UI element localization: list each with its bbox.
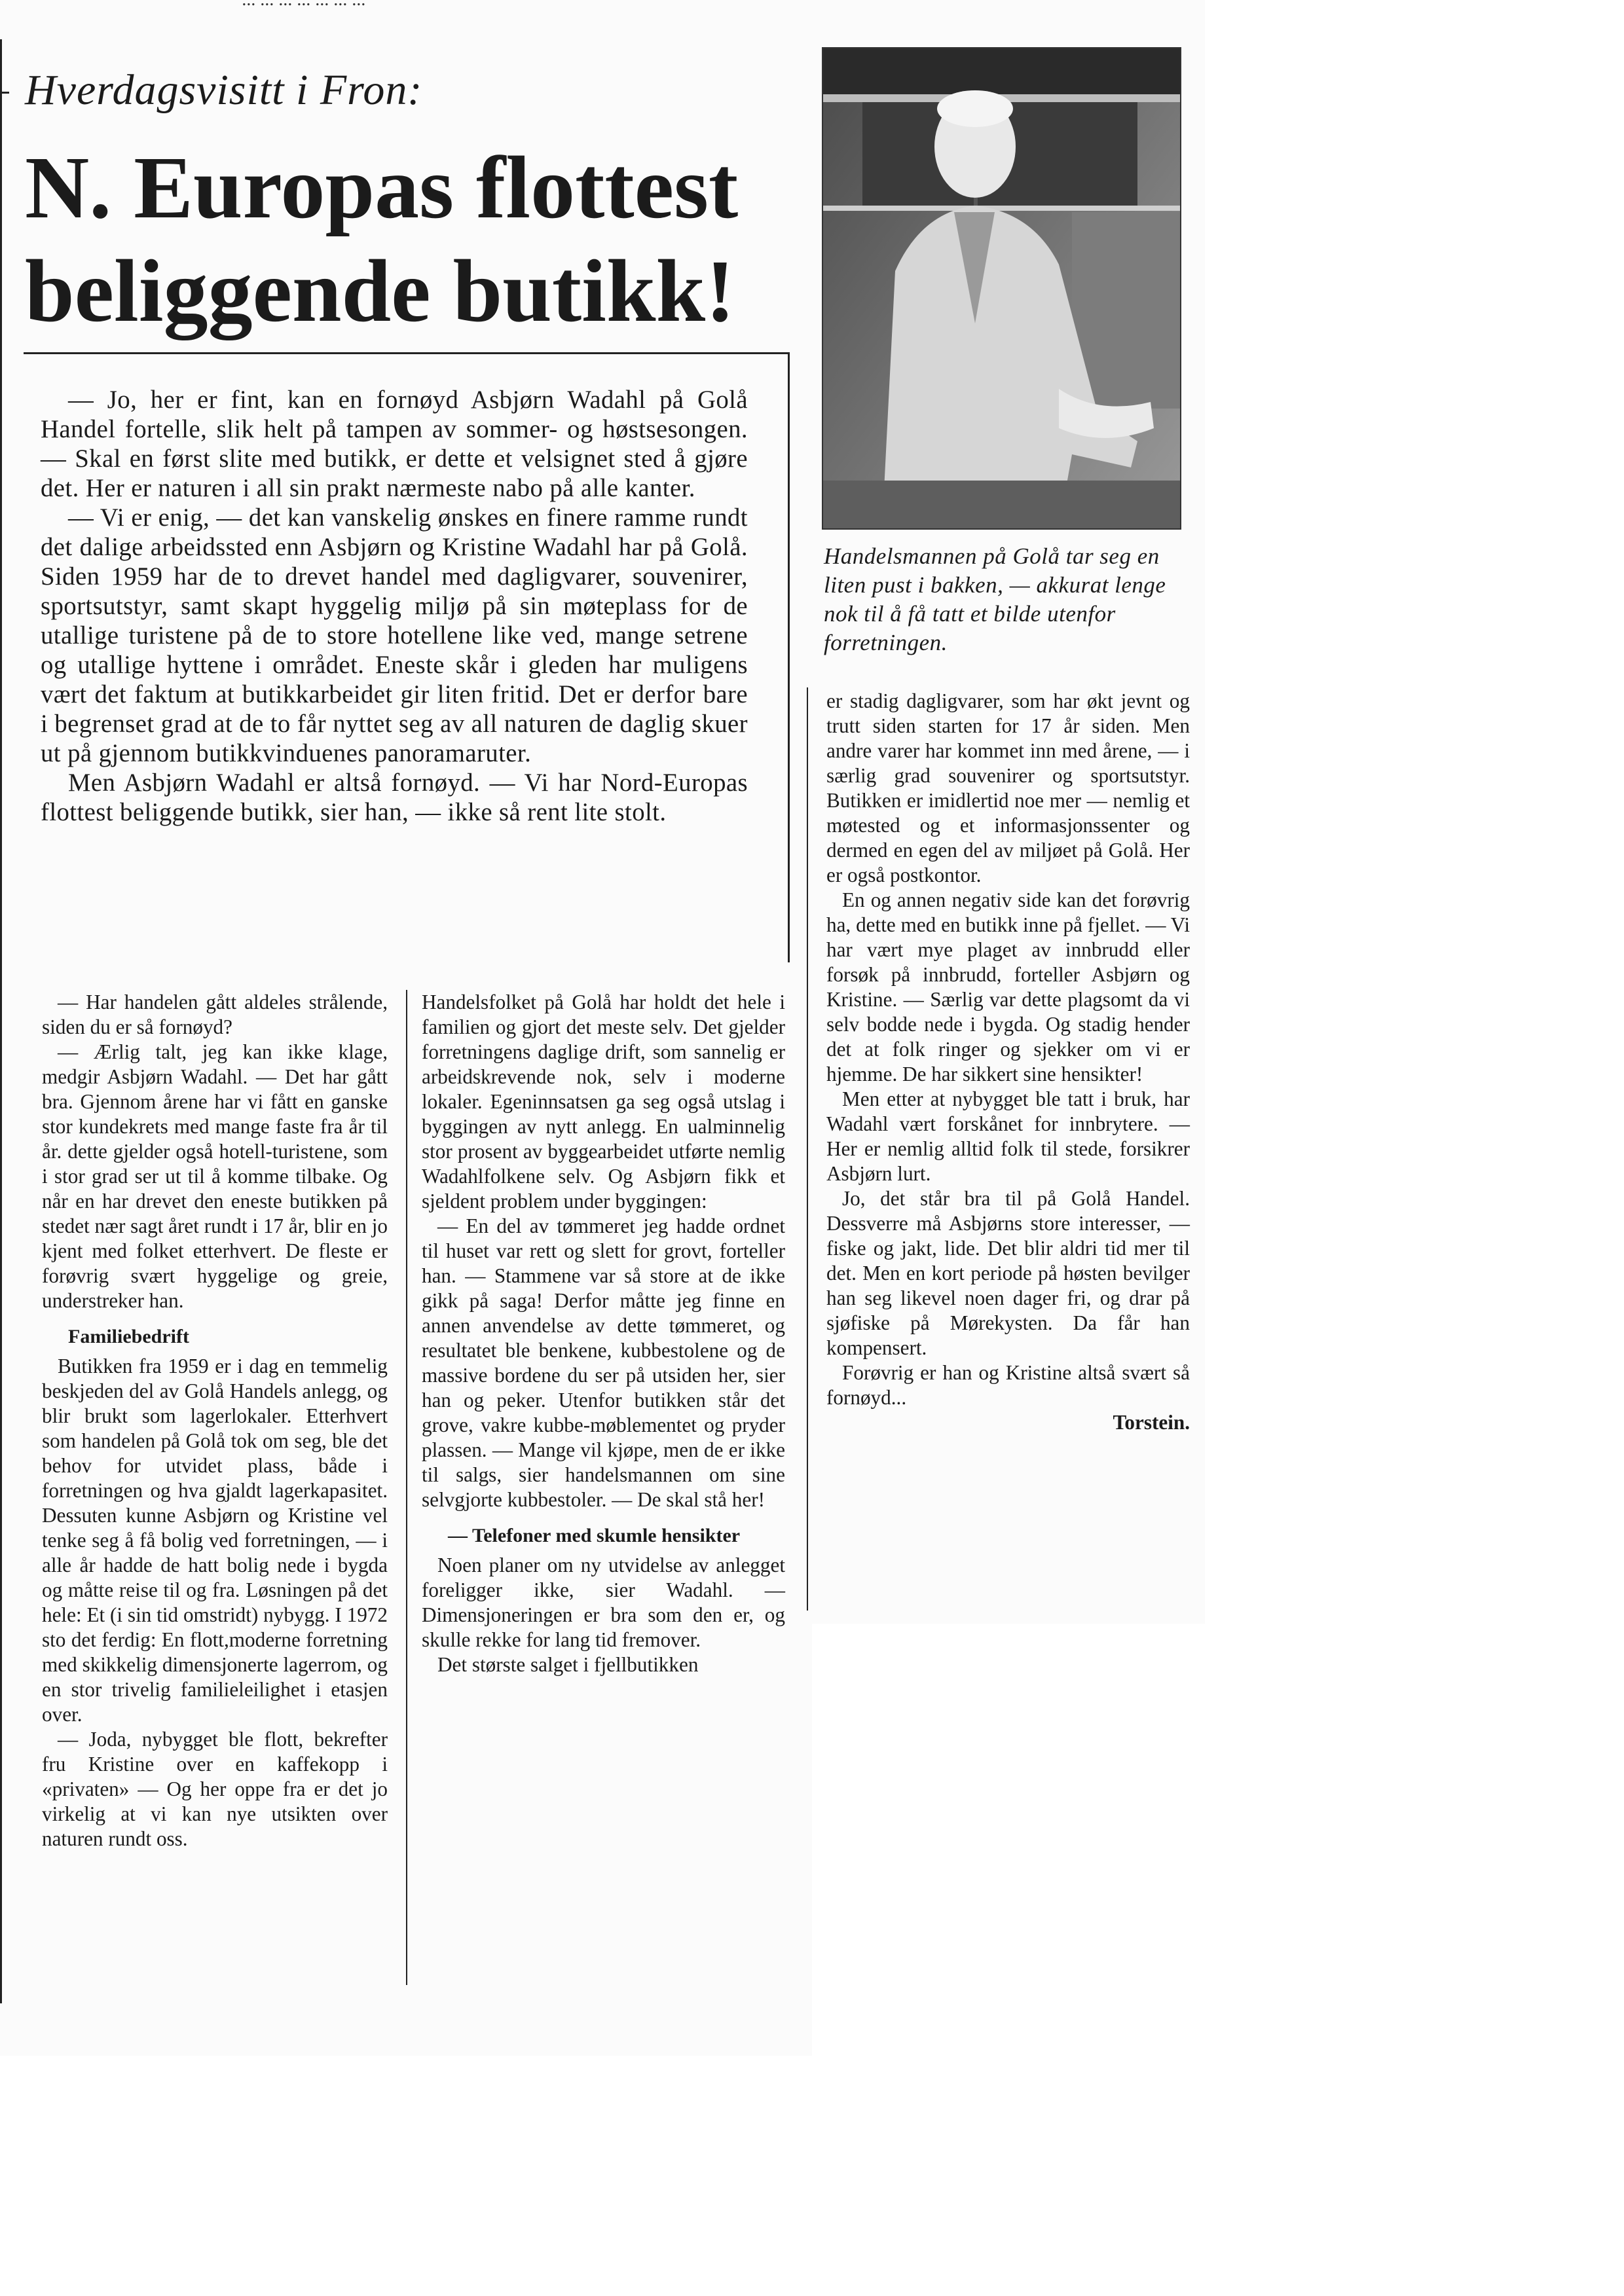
column-paragraph: Det største salget i fjellbutikken bbox=[437, 1653, 699, 1676]
clipping-left-edge bbox=[0, 39, 2, 2003]
headline-line-1: N. Europas flottest bbox=[25, 139, 739, 237]
column-rule bbox=[807, 687, 808, 1611]
column-rule bbox=[406, 990, 407, 1985]
photo-caption bbox=[824, 542, 1204, 657]
column-paragraph: En og annen negativ side kan det forøvrig ha, dette med en butikk inne på fjellet. — Vi har vært mye plaget av innbrudd eller forsøk på innbrudd, forteller Asbjørn og Kristine. — Særlig var dette plagsomt da vi selv bodde nede i bygda. Og stadig hender det at folk ringer og sjekker om vi er hjemme. De har sikkert sine hensikter! bbox=[826, 888, 1190, 1085]
ingress-paragraph: — Jo, her er fint, kan en fornøyd Asbjørn Wadahl på Golå Handel fortelle, slik helt på tampen av sommer- og høstsesongen. — Skal en først slite med butikk, er dette et velsignet sted å gjøre det. Her er naturen i all sin prakt nærmeste nabo på alle kanter. bbox=[41, 386, 748, 502]
header-scrap bbox=[242, 0, 963, 10]
subheading: Familiebedrift bbox=[68, 1326, 189, 1347]
column-paragraph: er stadig dagligvarer, som har økt jevnt og trutt siden starten for 17 år siden. Men andre varer har kommet inn med årene, — i særlig grad souvenirer og sportsutstyr. Butikken er imidlertid noe mer — nemlig et møtested og et informasjonssenter og dermed en egen del av miljøet på Golå. Her er også postkontor. bbox=[826, 689, 1190, 886]
kicker: Hverdagsvisitt i Fron: bbox=[25, 66, 423, 114]
column-paragraph: Butikken fra 1959 er i dag en temmelig beskjeden del av Golå Handels anlegg, og blir brukt som lagerlokaler. Etterhvert som handelen på Golå tok om seg, ble det behov for utvidet plass, både i forretningen og hva gjaldt lagerkapasitet. Dessuten kunne Asbjørn og Kristine vel tenke seg å få bolig ved forretningen, — i alle år hadde de hatt bolig nede i bygda og måtte reise til og fra. Løsningen på det hele: Et (i sin tid omstridt) nybygg. I 1972 sto det ferdig: En flott,moderne forretning med skikkelig dimensjonerte lagerrom, og en stor trivelig familieleilighet i etasjen over. bbox=[42, 1355, 388, 1726]
column-paragraph: — Har handelen gått aldeles strålende, siden du er så fornøyd? bbox=[42, 991, 388, 1038]
photo-illustration bbox=[823, 48, 1180, 528]
ingress-paragraph: Men Asbjørn Wadahl er altså fornøyd. — Vi har Nord-Europas flottest beliggende butikk, sier han, — ikke så rent lite stolt. bbox=[41, 769, 748, 826]
column-1 bbox=[42, 990, 388, 1851]
ingress-paragraph: — Vi er enig, — det kan vanskelig ønskes en finere ramme rundt det dalige arbeidssted enn Asbjørn og Kristine Wadahl har på Golå. Siden 1959 har de to drevet handel med dagligvarer, souvenirer, sportsutstyr, samt skapt hyggelig miljø på sin møteplass for de utallige turistene på de to store hotellene like ved, mange setrene og utallige hyttene i området. Eneste skår i gleden har muligens vært det faktum at butikkarbeidet gir liten fritid. Det er derfor bare i begrenset grad at de to får nyttet seg av all naturen de daglig skuer ut på gjennom butikkvinduenes panoramaruter. bbox=[41, 503, 748, 767]
subheading: — Telefoner med skumle hensikter bbox=[448, 1525, 741, 1546]
portrait-photo bbox=[822, 47, 1181, 530]
headline bbox=[25, 136, 804, 343]
caption-text: Handelsmannen på Golå tar seg en liten pust i bakken, — akkurat lenge nok til å få tatt et bilde utenfor forretningen. bbox=[824, 543, 1166, 655]
column-3 bbox=[826, 689, 1190, 1435]
column-paragraph: — Joda, nybygget ble flott, bekrefter fru Kristine over en kaffekopp i «privaten» — Og her oppe fra er det jo virkelig at vi kan nye utsikten over naturen rundt oss. bbox=[42, 1728, 388, 1850]
column-paragraph: Handelsfolket på Golå har holdt det hele i familien og gjort det meste selv. Det gjelder forretningens daglige drift, som sannelig er arbeidskrevende nok, selv i moderne lokaler. Egeninnsatsen ga seg også utslag i byggingen av nytt anlegg. En ualminnelig stor prosent av byggearbeidet utførte nemlig Wadahlfolkene selv. Og Asbjørn fikk et sjeldent problem under byggingen: bbox=[422, 991, 785, 1212]
column-paragraph: Men etter at nybygget ble tatt i bruk, har Wadahl vært forskånet for innbrytere. — Her er nemlig alltid folk til stede, forsikrer Asbjørn lurt. bbox=[826, 1087, 1190, 1185]
column-paragraph: — Ærlig talt, jeg kan ikke klage, medgir Asbjørn Wadahl. — Det har gått bra. Gjennom årene har vi fått en ganske stor kundekrets med mange faste fra år til år. dette gjelder også hotell-turistene, som i stor grad ser ut til å komme tilbake. Og når en har drevet den eneste butikken på stedet nær sagt året rundt i 17 år, blir en jo kjent med folket etterhvert. De fleste er forøvrig svært hyggelige og greie, understreker han. bbox=[42, 1040, 388, 1312]
headline-line-2: beliggende butikk! bbox=[25, 242, 735, 340]
byline-signature: Torstein. bbox=[1113, 1411, 1190, 1434]
column-paragraph: Forøvrig er han og Kristine altså svært så fornøyd... bbox=[826, 1361, 1190, 1409]
column-2 bbox=[422, 990, 785, 1677]
column-paragraph: Noen planer om ny utvidelse av anlegget foreligger ikke, sier Wadahl. — Dimensjoneringen er bra som den er, og skulle rekke for lang tid fremover. bbox=[422, 1554, 785, 1651]
column-paragraph: — En del av tømmeret jeg hadde ordnet til huset var rett og slett for grovt, forteller han. — Stammene var så store at de ikke gikk på saga! Derfor måtte jeg finne en annen anvendelse av dette tømmeret, og resultatet ble benkene, kubbestolene og de massive bordene du ser på utsiden her, sier han og peker. Utenfor butikken står det grove, vakre kubbe-møblementet og pryder plassen. — Mange vil kjøpe, men de er ikke til salgs, sier handelsmannen om sine selvgjorte kubbestoler. — De skal stå her! bbox=[422, 1214, 785, 1511]
column-paragraph: Jo, det står bra til på Golå Handel. Dessverre må Asbjørns store interesser, — fiske og jakt, lide. Det blir aldri tid mer til det. Men en kort periode på høsten bevilger han seg likevel noen dager fri, og drar på sjøfiske på Mørekysten. Da får han kompensert. bbox=[826, 1187, 1190, 1359]
ingress bbox=[41, 385, 748, 827]
